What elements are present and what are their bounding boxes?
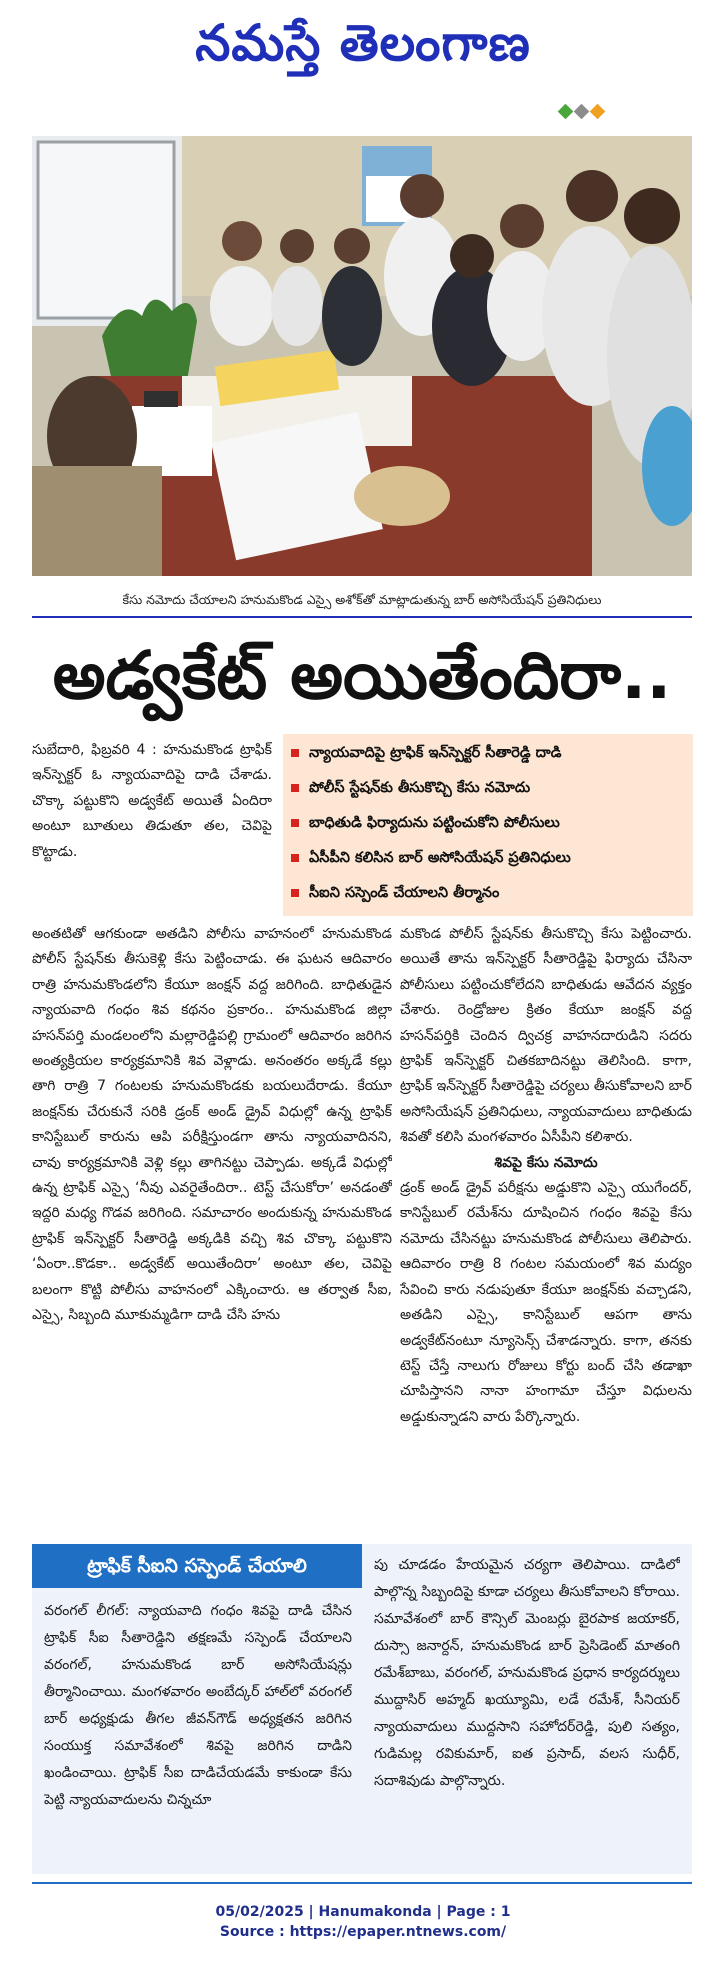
bullet-icon — [291, 749, 299, 757]
article-paragraph: మకొండ పోలీస్ స్టేషన్‌కు తీసుకొచ్చి కేసు పెట్టించారు. అయితే తాను ఇన్‌స్పెక్టర్ సీతారెడ్డిపై ఫిర్యాదు చేసినా పోలీసులు పట్టించుకోలేదని బాధితుడు ఆవేదన వ్యక్తం చేశారు. రెండ్రోజుల క్రితం కేయూ జంక్షన్ వద్ద హసన్‌పర్తికి చెందిన ద్విచక్ర వాహనదారుడిని సదరు ట్రాఫిక్ ఇన్‌స్పెక్టర్ చితకబాదినట్టు తెలిసింది. కాగా, ట్రాఫిక్ ఇన్‌స్పెక్టర్ సీతారెడ్డిపై చర్యలు తీసుకోవాలని బార్ అసోసియేషన్ ప్రతినిధులు, న్యాయవాదులు బాధితుడు శివతో కలిసి మంగళవారం ఏసీపీని కలిశారు. — [400, 926, 692, 1146]
highlight-item: పోలీస్ స్టేషన్‌కు తీసుకొచ్చి కేసు నమోదు — [291, 773, 530, 803]
sidebar-story-box — [32, 1544, 692, 1874]
footer-source: Source : https://epaper.ntnews.com/ — [219, 1924, 507, 1940]
headline: అడ్వకేట్ అయితేందిరా.. — [52, 637, 672, 714]
bullet-icon — [291, 854, 299, 862]
sidebar-story-left: వరంగల్ లీగల్: న్యాయవాది గంధం శివపై దాడి చేసిన ట్రాఫిక్ సీఐ సీతారెడ్డిని తక్షణమే సస్పెండ్ చేయాలని వరంగల్, హనుమకొండ బార్ అసోసియేషన్లు తీర్మానించాయి. మంగళవారం అంబేద్కర్ హాల్‌లో వరంగల్ బార్ అధ్యక్షుడు తీగల జీవన్‌గౌడ్ అధ్యక్షతన జరిగిన సంయుక్త సమావేశంలో శివపై జరిగిన దాడిని ఖండించాయి. ట్రాఫిక్ సీఐ దాడిచేయడమే కాకుండా కేసు పెట్టి న్యాయవాదులను చిన్నచూ — [44, 1603, 352, 1808]
bullet-icon — [291, 819, 299, 827]
article-paragraph: డ్రంక్ అండ్ డ్రైవ్ పరీక్షను అడ్డుకొని ఎస్సై యుగేందర్, కానిస్టేబుల్ రమేశ్‌ను దూషించిన గంధం శివపై కేసు నమోదు చేసినట్టు హనుమకొండ పోలీసులు తెలిపారు. ఆదివారం రాత్రి 8 గంటల సమయంలో శివ మద్యం సేవించి కారు నడుపుతూ కేయూ జంక్షన్‌కు వచ్చాడని, అతడిని ఎస్సై, కానిస్టేబుల్ ఆపగా తాను అడ్వకేట్‌నంటూ న్యూసెన్స్ చేశాడన్నారు. కాగా, తనకు టెస్ట్ చేస్తే నాలుగు రోజులు కోర్టు బంద్ చేసి తడాఖా చూపిస్తానని నానా హంగామా చేస్తూ విధులను అడ్డుకున్నాడని వారు పేర్కొన్నారు. — [400, 1180, 692, 1425]
divider-bottom — [32, 1882, 692, 1884]
dot-orange-icon — [590, 104, 606, 120]
news-photo — [32, 136, 692, 576]
footer-date-edition: 05/02/2025 | Hanumakonda | Page : 1 — [215, 1904, 511, 1920]
masthead: నమస్తే తెలంగాణ — [195, 14, 531, 72]
sidebar-story-title: ట్రాఫిక్ సీఐని సస్పెండ్ చేయాలి — [32, 1544, 362, 1588]
bullet-icon — [291, 889, 299, 897]
photo-illustration — [32, 136, 692, 576]
dot-grey-icon — [574, 104, 590, 120]
article-column-1 — [32, 922, 392, 1530]
article-paragraph: అంతటితో ఆగకుండా అతడిని పోలీసు వాహనంలో హనుమకొండ పోలీస్ స్టేషన్‌కు తీసుకెళ్లి కేసు పెట్టించాడు. ఈ ఘటన ఆదివారం రాత్రి హనుమకొండలోని కేయూ జంక్షన్ వద్ద జరిగింది. బాధితుడైన న్యాయవాది గంధం శివ కథనం ప్రకారం.. హనుమకొండ జిల్లా హసన్‌పర్తి మండలంలోని మల్లారెడ్డిపల్లి గ్రామంలో ఆదివారం జరిగిన అంత్యక్రియల కార్యక్రమానికి శివ వెళ్లాడు. అనంతరం అక్కడే కల్లు తాగి రాత్రి 7 గంటలకు హనుమకొండకు బయలుదేరాడు. కేయూ జంక్షన్‌కు చేరుకునే సరికి డ్రంక్ అండ్ డ్రైవ్ విధుల్లో ఉన్న ట్రాఫిక్ కానిస్టేబుల్ కారును ఆపి పరీక్షిస్తుండగా తాను న్యాయవాదినని, చావు కార్యక్రమానికి వెళ్లి కల్లు తాగినట్టు చెప్పాడు. అక్కడే విధుల్లో ఉన్న ట్రాఫిక్ ఎస్సై ‘నీవు ఎవరైతేందిరా.. టెస్ట్ చేసుకోరా’ అనడంతో ఇద్దరి మధ్య గొడవ జరిగింది. సమాచారం అందుకున్న హనుమకొండ ట్రాఫిక్ ఇన్‌స్పెక్టర్ సీతారెడ్డి అక్కడికి వచ్చి శివ చొక్కా పట్టుకొని ‘ఏంరా..కొడకా.. అడ్వకేట్ అయితేందిరా’ అంటూ తల, చెవిపై బలంగా కొట్టి పోలీసు వాహనంలో ఎక్కించారు. ఆ తర్వాత సీఐ, ఎస్సై, సిబ్బంది మూకుమ్మడిగా దాడి చేసి హను — [32, 926, 392, 1324]
highlight-item: న్యాయవాదిపై ట్రాఫిక్ ఇన్‌స్పెక్టర్ సీతారెడ్డి దాడి — [291, 738, 562, 768]
footer — [0, 1902, 726, 1942]
highlight-item: సీఐని సస్పెండ్ చేయాలని తీర్మానం — [291, 878, 499, 908]
article-column-2 — [400, 922, 692, 1530]
highlight-item: బాధితుడి ఫిర్యాదును పట్టించుకోని పోలీసులు — [291, 808, 560, 838]
dot-green-icon — [558, 104, 574, 120]
highlights-box — [283, 734, 693, 916]
divider-top — [32, 616, 692, 618]
article-subhead: శివపై కేసు నమోదు — [494, 1154, 598, 1171]
article-paragraph: సుబేదారి, ఫిబ్రవరి 4 : హనుమకొండ ట్రాఫిక్ ఇన్‌స్పెక్టర్ ఓ న్యాయవాదిపై దాడి చేశాడు. చొక్కా పట్టుకొని అడ్వకేట్ అయితే ఏందిరా అంటూ బూతులు తిడుతూ తల, చెవిపై కొట్టాడు. — [32, 742, 272, 860]
sidebar-story-right: పు చూడడం హేయమైన చర్యగా తెలిపాయి. దాడిలో పాల్గొన్న సిబ్బందిపై కూడా చర్యలు తీసుకోవాలని కోరాయి. సమావేశంలో బార్ కౌన్సిల్ మెంబర్లు బైరపాక జయాకర్, దుస్సా జనార్దన్, హనుమకొండ బార్ ప్రెసిడెంట్ మాతంగి రమేశ్‌బాబు, వరంగల్, హనుమకొండ ప్రధాన కార్యదర్శులు ముద్దాసిర్ అహ్మద్ ఖయ్యూమి, లడే రమేశ్, సీనియర్ న్యాయవాదులు ముద్దసాని సహోదర్‌రెడ్డి, పులి సత్యం, గుడిమల్ల రవికుమార్, ఐత ప్రసాద్, వలస సుధీర్, సదాశివుడు పాల్గొన్నారు. — [374, 1557, 680, 1789]
photo-caption: కేసు నమోదు చేయాలని హనుమకొండ ఎస్సై అశోక్‌తో మాట్లాడుతున్న బార్ అసోసియేషన్ ప్రతినిధులు — [122, 592, 602, 607]
article-column-1-lead — [32, 738, 272, 918]
bullet-icon — [291, 784, 299, 792]
highlight-item: ఏసీపీని కలిసిన బార్ అసోసియేషన్ ప్రతినిధులు — [291, 843, 571, 873]
